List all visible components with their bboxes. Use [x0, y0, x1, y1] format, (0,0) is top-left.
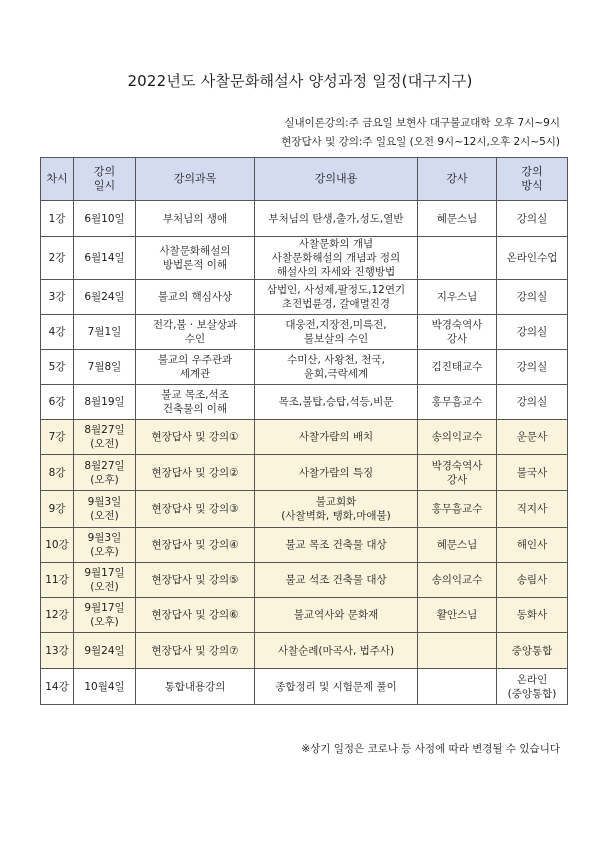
- subject-line: 불교의 핵심사상: [157, 291, 233, 303]
- cell-method: [497, 563, 568, 598]
- method-line: 불국사: [516, 466, 548, 479]
- cell-subject: [136, 491, 255, 528]
- cell-lecturer: [418, 280, 497, 315]
- lecturer-line: 박경숙역사: [431, 459, 483, 472]
- method-line: 동화사: [516, 609, 548, 621]
- cell-subject: [136, 350, 255, 385]
- content-line: 부처님의 탄생,출가,성도,열반: [268, 212, 404, 225]
- lecturer-line: 강사: [446, 333, 468, 345]
- subject-line: 방법론적 이해: [162, 259, 228, 271]
- cell-lecturer: [418, 385, 497, 420]
- table-row: [41, 563, 568, 598]
- date-line: 9월3일: [87, 532, 122, 544]
- cell-content: [255, 237, 418, 280]
- cell-content: [255, 563, 418, 598]
- cell-content: [255, 420, 418, 455]
- cell-date: [74, 528, 136, 563]
- table-row: [41, 528, 568, 563]
- cell-content: [255, 669, 418, 705]
- cell-method: [497, 237, 568, 280]
- date-line: (오전): [90, 581, 119, 593]
- cell-num: 9강: [41, 491, 74, 528]
- subject-line: 현장답사 및 강의①: [151, 431, 239, 443]
- method-line: 온라인수업: [506, 252, 558, 264]
- schedule-table: [40, 157, 568, 705]
- content-line: 사찰순례(마곡사, 법주사): [277, 644, 395, 657]
- cell-method: [497, 315, 568, 350]
- date-line: 9월24일: [84, 644, 125, 657]
- table-row: [41, 598, 568, 633]
- table-row: [41, 491, 568, 528]
- cell-num: 8강: [41, 455, 74, 491]
- content-line: 사찰문화의 개념: [298, 238, 374, 250]
- content-line: 목조,불탑,승탑,석등,비문: [278, 396, 394, 408]
- lecture-info-indoor: 실내이론강의:주 금요일 보현사 대구불교대학 오후 7시~9시: [284, 117, 560, 129]
- content-line: 초전법륜경, 갈애멸진경: [281, 298, 391, 310]
- header-lecturer: 강사: [418, 158, 497, 201]
- cell-num: 5강: [41, 350, 74, 385]
- lecturer-line: 강사: [446, 473, 468, 486]
- cell-date: [74, 563, 136, 598]
- cell-lecturer: [418, 528, 497, 563]
- cell-subject: [136, 563, 255, 598]
- subject-line: 현장답사 및 강의⑦: [151, 644, 239, 657]
- content-line: 사찰가람의 특징: [298, 466, 374, 479]
- cell-date: [74, 350, 136, 385]
- lecture-info-field: 현장답사 및 강의:주 일요일 (오전 9시~12시,오후 2시~5시): [281, 136, 560, 148]
- header-method: 강의 방식: [497, 158, 568, 201]
- subject-line: 불교 목조,석조: [161, 389, 229, 401]
- cell-subject: [136, 598, 255, 633]
- lecturer-line: 지우스님: [436, 291, 478, 303]
- subject-line: 부처님의 생애: [162, 212, 228, 225]
- content-line: 사찰문화해설의 개념과 정의: [271, 252, 401, 264]
- cell-subject: [136, 385, 255, 420]
- cell-num: 7강: [41, 420, 74, 455]
- cell-subject: [136, 237, 255, 280]
- content-line: 삼법인, 사성제,팔정도,12연기: [266, 284, 406, 296]
- table-row: [41, 633, 568, 669]
- cell-date: [74, 633, 136, 669]
- date-line: (오후): [90, 473, 119, 486]
- cell-method: [497, 420, 568, 455]
- header-num: 차시: [41, 158, 74, 201]
- lecturer-line: 송의익교수: [431, 574, 483, 586]
- method-line: (중앙통합): [507, 687, 557, 700]
- subject-line: 건축물의 이해: [162, 403, 228, 415]
- cell-date: [74, 315, 136, 350]
- cell-date: [74, 201, 136, 237]
- content-line: 불교역사와 문화재: [293, 609, 379, 621]
- cell-lecturer: [418, 669, 497, 705]
- content-line: 불교 석조 건축물 대상: [285, 574, 387, 586]
- cell-method: [497, 280, 568, 315]
- date-line: (오전): [90, 438, 119, 450]
- method-line: 강의실: [516, 396, 548, 408]
- cell-date: [74, 385, 136, 420]
- cell-method: [497, 633, 568, 669]
- cell-lecturer: [418, 455, 497, 491]
- table-row: [41, 669, 568, 705]
- cell-method: [497, 598, 568, 633]
- table-row: [41, 237, 568, 280]
- subject-line: 세계관: [179, 368, 211, 380]
- subject-line: 현장답사 및 강의②: [151, 466, 239, 479]
- subject-line: 현장답사 및 강의⑤: [151, 574, 239, 586]
- subject-line: 현장답사 및 강의④: [151, 539, 239, 551]
- subject-line: 사찰문화해설의: [159, 245, 231, 257]
- lecturer-line: 김진태교수: [431, 361, 483, 373]
- lecturer-line: 혜문스님: [436, 212, 478, 225]
- cell-lecturer: [418, 633, 497, 669]
- cell-num: 3강: [41, 280, 74, 315]
- method-line: 해인사: [516, 539, 548, 551]
- subject-line: 불교의 우주관과: [157, 354, 233, 366]
- content-line: 수미산, 사왕천, 천국,: [287, 354, 385, 366]
- cell-content: [255, 455, 418, 491]
- cell-subject: [136, 528, 255, 563]
- date-line: 9월17일: [84, 567, 125, 579]
- cell-subject: [136, 420, 255, 455]
- date-line: 8월27일: [84, 459, 125, 472]
- date-line: 6월10일: [84, 212, 125, 225]
- cell-num: 4강: [41, 315, 74, 350]
- lecturer-line: 홍무흠교수: [431, 503, 483, 515]
- cell-content: [255, 280, 418, 315]
- table-row: [41, 315, 568, 350]
- cell-lecturer: [418, 491, 497, 528]
- cell-method: [497, 669, 568, 705]
- cell-subject: [136, 633, 255, 669]
- cell-num: 6강: [41, 385, 74, 420]
- date-line: (오전): [90, 510, 119, 522]
- method-line: 강의실: [516, 291, 548, 303]
- cell-method: [497, 455, 568, 491]
- cell-content: [255, 633, 418, 669]
- schedule-note: ※상기 일정은 코로나 등 사정에 따라 변경될 수 있습니다: [301, 743, 560, 755]
- cell-subject: [136, 280, 255, 315]
- table-row: [41, 280, 568, 315]
- date-line: 10월4일: [84, 680, 125, 693]
- cell-method: [497, 528, 568, 563]
- date-line: 7월1일: [87, 326, 122, 338]
- date-line: 6월14일: [84, 252, 125, 264]
- table-row: [41, 385, 568, 420]
- date-line: 6월24일: [84, 291, 125, 303]
- content-line: 대웅전,지장전,미륵전,: [285, 319, 387, 331]
- content-line: 해설사의 자세와 진행방법: [276, 266, 396, 278]
- cell-content: [255, 315, 418, 350]
- cell-content: [255, 491, 418, 528]
- cell-num: 13강: [41, 633, 74, 669]
- method-line: 직지사: [516, 503, 548, 515]
- cell-content: [255, 528, 418, 563]
- method-line: 송림사: [516, 574, 548, 586]
- cell-method: [497, 350, 568, 385]
- method-line: 강의실: [516, 361, 548, 373]
- subject-line: 현장답사 및 강의③: [151, 503, 239, 515]
- date-line: (오후): [90, 616, 119, 628]
- cell-date: [74, 598, 136, 633]
- lecturer-line: 박경숙역사: [431, 319, 483, 331]
- header-subject: 강의과목: [136, 158, 255, 201]
- cell-num: 2강: [41, 237, 74, 280]
- subject-line: 통합내용강의: [164, 680, 226, 693]
- cell-date: [74, 669, 136, 705]
- cell-lecturer: [418, 201, 497, 237]
- content-line: 불보살의 수인: [303, 333, 369, 345]
- subject-line: 수인: [184, 333, 206, 345]
- cell-num: 10강: [41, 528, 74, 563]
- date-line: 8월27일: [84, 424, 125, 436]
- content-line: 불교회화: [315, 496, 357, 508]
- content-line: 종합정리 및 시험문제 풀이: [275, 680, 397, 693]
- table-row: [41, 201, 568, 237]
- method-line: 운문사: [516, 431, 548, 443]
- cell-lecturer: [418, 598, 497, 633]
- method-line: 강의실: [516, 326, 548, 338]
- cell-lecturer: [418, 350, 497, 385]
- method-line: 온라인: [516, 673, 548, 686]
- cell-method: [497, 201, 568, 237]
- date-line: 9월17일: [84, 602, 125, 614]
- cell-method: [497, 491, 568, 528]
- table-row: [41, 455, 568, 491]
- date-line: (오후): [90, 546, 119, 558]
- cell-content: [255, 598, 418, 633]
- table-row: [41, 350, 568, 385]
- table-header-row: [41, 158, 568, 201]
- cell-lecturer: [418, 315, 497, 350]
- cell-date: [74, 280, 136, 315]
- subject-line: 전각,불 · 보살상과: [152, 319, 238, 331]
- content-line: 사찰가람의 배치: [298, 431, 374, 443]
- cell-date: [74, 455, 136, 491]
- cell-date: [74, 237, 136, 280]
- cell-content: [255, 350, 418, 385]
- page-title: 2022년도 사찰문화해설사 양성과정 일정(대구지구): [127, 72, 473, 90]
- cell-lecturer: [418, 237, 497, 280]
- lecturer-line: 송의익교수: [431, 431, 483, 443]
- cell-num: 1강: [41, 201, 74, 237]
- date-line: 9월3일: [87, 496, 122, 508]
- cell-subject: [136, 315, 255, 350]
- content-line: (사찰벽화, 탱화,마애불): [281, 510, 391, 522]
- cell-content: [255, 385, 418, 420]
- cell-lecturer: [418, 563, 497, 598]
- method-line: 강의실: [516, 212, 548, 225]
- cell-lecturer: [418, 420, 497, 455]
- content-line: 불교 목조 건축물 대상: [285, 539, 387, 551]
- cell-content: [255, 201, 418, 237]
- schedule-body: [41, 201, 568, 705]
- cell-num: 11강: [41, 563, 74, 598]
- subject-line: 현장답사 및 강의⑥: [151, 609, 239, 621]
- method-line: 중앙통합: [511, 644, 553, 657]
- cell-num: 14강: [41, 669, 74, 705]
- header-content: 강의내용: [255, 158, 418, 201]
- cell-subject: [136, 201, 255, 237]
- cell-date: [74, 491, 136, 528]
- cell-method: [497, 385, 568, 420]
- date-line: 7월8일: [87, 361, 122, 373]
- lecturer-line: 활안스님: [436, 609, 478, 621]
- cell-date: [74, 420, 136, 455]
- table-row: [41, 420, 568, 455]
- lecturer-line: 홍무흠교수: [431, 396, 483, 408]
- lecturer-line: 혜문스님: [436, 539, 478, 551]
- cell-num: 12강: [41, 598, 74, 633]
- cell-subject: [136, 455, 255, 491]
- date-line: 8월19일: [84, 396, 125, 408]
- header-date: 강의 일시: [74, 158, 136, 201]
- content-line: 윤회,극락세계: [303, 368, 369, 380]
- cell-subject: [136, 669, 255, 705]
